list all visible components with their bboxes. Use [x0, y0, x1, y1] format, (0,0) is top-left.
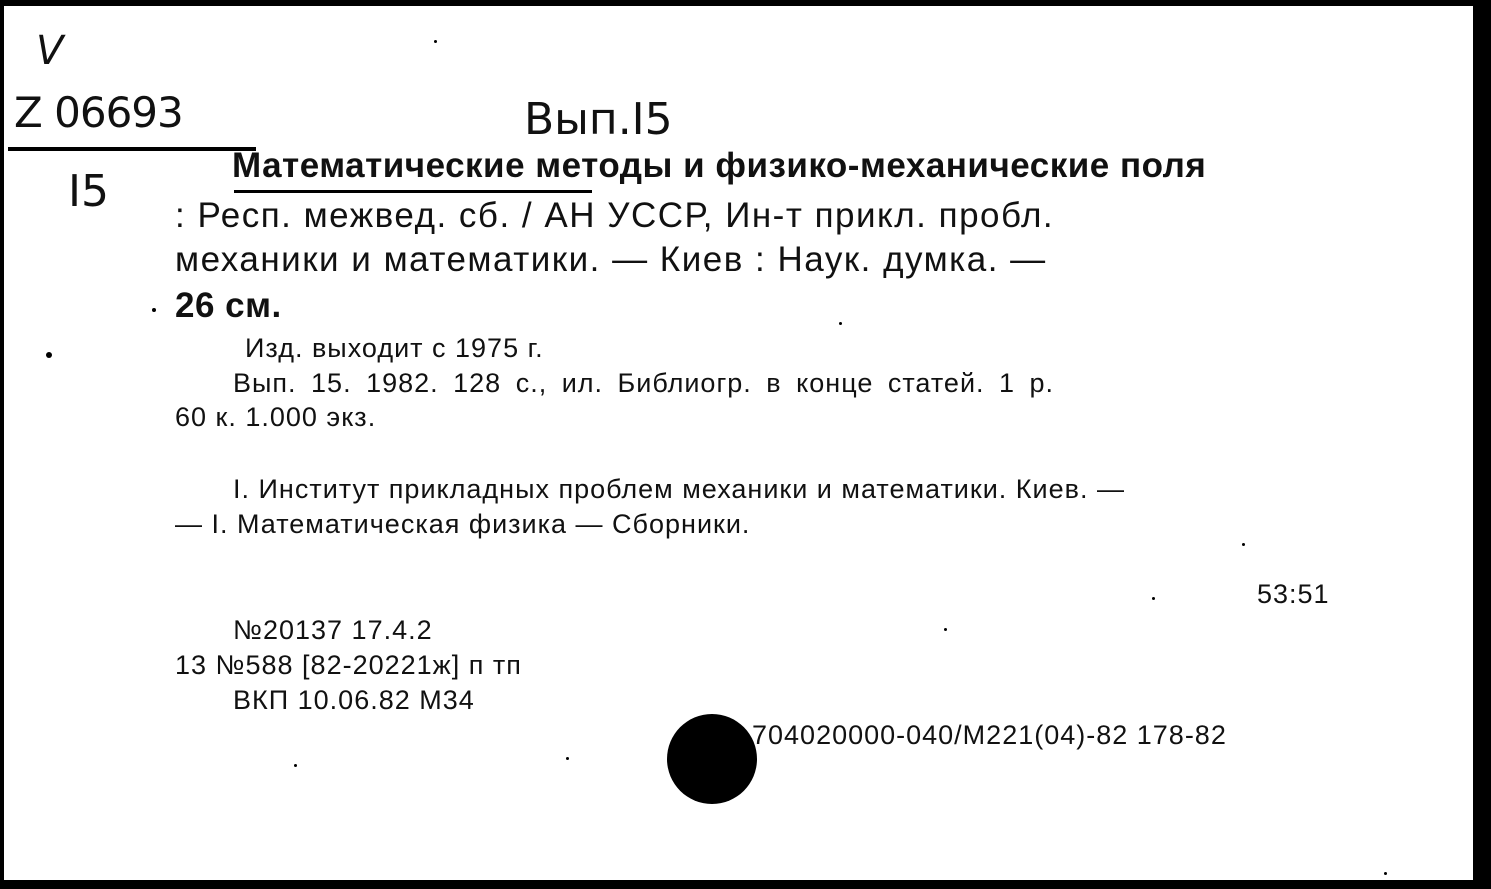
speck	[566, 757, 569, 760]
description-line-3: механики и математики. — Киев : Наук. думка. —	[175, 240, 1047, 279]
scan-edge	[1473, 0, 1491, 889]
shelf-number: Z 06693	[14, 88, 183, 137]
title-line: Математические методы и физико-механические поля	[232, 146, 1207, 185]
tracing-line-1: I. Институт прикладных проблем механики и математики. Киев. —	[233, 474, 1125, 504]
speck	[434, 40, 437, 43]
speck	[839, 322, 842, 325]
shelf-underline	[8, 147, 256, 151]
description-line-4: 26 см.	[175, 286, 282, 325]
catalog-code: 704020000-040/М221(04)-82 178-82	[752, 720, 1227, 750]
punch-hole	[667, 714, 757, 804]
speck	[46, 352, 52, 358]
speck	[294, 764, 297, 767]
speck	[1152, 597, 1155, 600]
tracing-line-2: — I. Математическая физика — Сборники.	[175, 509, 751, 539]
description-line-2: : Респ. межвед. сб. / АН УССР, Ин-т прикл. пробл.	[175, 196, 1055, 235]
issue-note: Вып. 15. 1982. 128 с., ил. Библиогр. в конце статей. 1 р.	[233, 368, 1055, 398]
catalog-card	[4, 6, 1473, 880]
speck	[1384, 872, 1387, 875]
footer-line-3: ВКП 10.06.82 М34	[233, 685, 475, 715]
check-mark: V	[36, 28, 64, 74]
speck	[1242, 543, 1245, 546]
footer-line-2: 13 №588 [82-20221ж] п тп	[175, 650, 522, 680]
speck	[944, 628, 947, 631]
price-note: 60 к. 1.000 экз.	[175, 402, 377, 432]
publication-note: Изд. выходит с 1975 г.	[245, 333, 544, 363]
speck	[152, 308, 156, 312]
volume-handwritten: Вып.I5	[524, 94, 673, 145]
classification-index: 53:51	[1257, 579, 1330, 609]
title-underline	[234, 190, 592, 193]
footer-line-1: №20137 17.4.2	[233, 615, 433, 645]
handwritten-15: I5	[68, 166, 109, 217]
